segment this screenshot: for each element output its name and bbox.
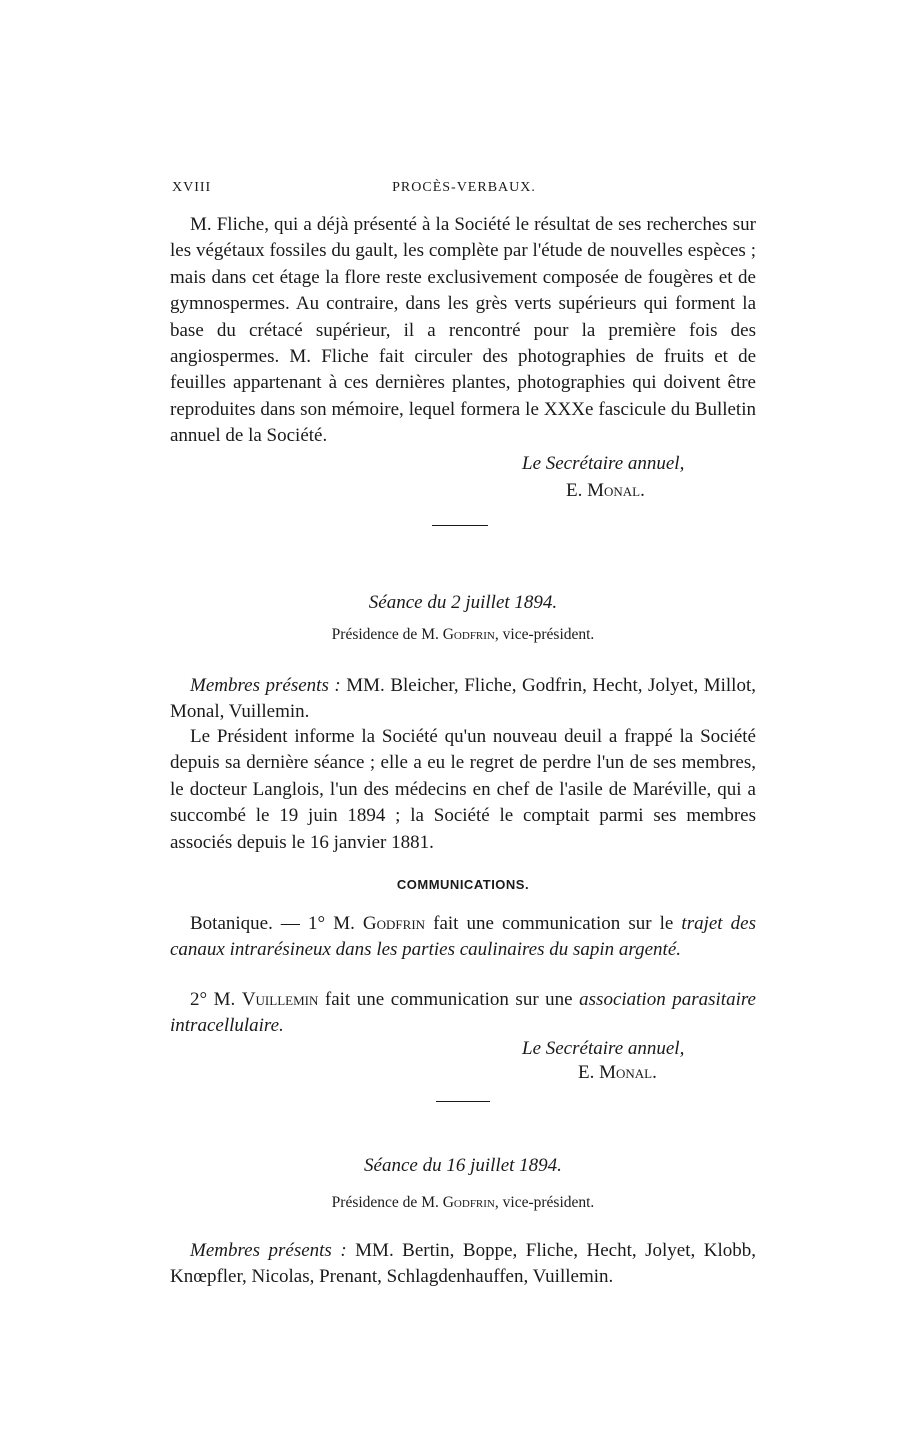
signature-role-2: Le Secrétaire annuel, xyxy=(522,1038,685,1059)
paragraph-president: Le Président informe la Société qu'un nouveau deuil a frappé la Société depuis sa dernière séance ; elle a eu le regret de perdre l'un de ses membres, le docteur Langlois, l'un des médecins en chef de l'asile de Maréville, qui a succombé le 19 juin 1894 ; la Société le comptait parmi ses membres associés depuis le 16 janvier 1881. xyxy=(170,726,756,853)
signature-name-2: E. Monal. xyxy=(578,1062,657,1083)
signature-name-1: E. Monal. xyxy=(566,480,645,501)
page-number: XVIII xyxy=(172,180,212,195)
paragraph-fliche: M. Fliche, qui a déjà présenté à la Société le résultat de ses recherches sur les végétaux fossiles du gault, les complète par l'étude de nouvelles espèces ; mais dans cet étage la flore reste exclusivement composée de fougères et de gymnospermes. Au contraire, dans les grès verts supérieurs qui forment la base du crétacé supérieur, il a rencontré pour la première fois des angiospermes. M. Fliche fait circuler des photographies de fruits et de feuilles appartenant à ces dernières plantes, photographies qui doivent être reproduites dans son mémoire, lequel formera le XXXe fascicule du Bulletin annuel de la Société. xyxy=(170,214,756,447)
members-present-2-juillet: Membres présents : MM. Bleicher, Fliche, Godfrin, Hecht, Jolyet, Millot, Monal, Vuillemin. xyxy=(170,675,756,723)
presidence-16-juillet: Présidence de M. Godfrin, vice-président. xyxy=(331,1194,595,1211)
communications-heading: COMMUNICATIONS. xyxy=(396,877,530,892)
section-divider-1 xyxy=(432,525,488,526)
running-title: PROCÈS-VERBAUX. xyxy=(392,180,536,195)
communication-vuillemin: 2° M. Vuillemin fait une communication sur une association parasitaire intracellulaire. xyxy=(170,989,756,1037)
presidence-2-juillet: Présidence de M. Godfrin, vice-président. xyxy=(331,626,595,643)
seance-title-16-juillet: Séance du 16 juillet 1894. xyxy=(364,1155,562,1176)
communication-godfrin: Botanique. — 1° M. Godfrin fait une communication sur le trajet des canaux intrarésineux dans les parties caulinaires du sapin argenté. xyxy=(170,913,756,961)
section-divider-2 xyxy=(436,1101,490,1102)
page-header xyxy=(172,180,756,204)
signature-role-1: Le Secrétaire annuel, xyxy=(522,453,685,474)
members-present-16-juillet: Membres présents : MM. Bertin, Boppe, Fliche, Hecht, Jolyet, Klobb, Knœpfler, Nicolas, Prenant, Schlagdenhauffen, Vuillemin. xyxy=(170,1240,756,1288)
seance-title-2-juillet: Séance du 2 juillet 1894. xyxy=(368,592,558,613)
